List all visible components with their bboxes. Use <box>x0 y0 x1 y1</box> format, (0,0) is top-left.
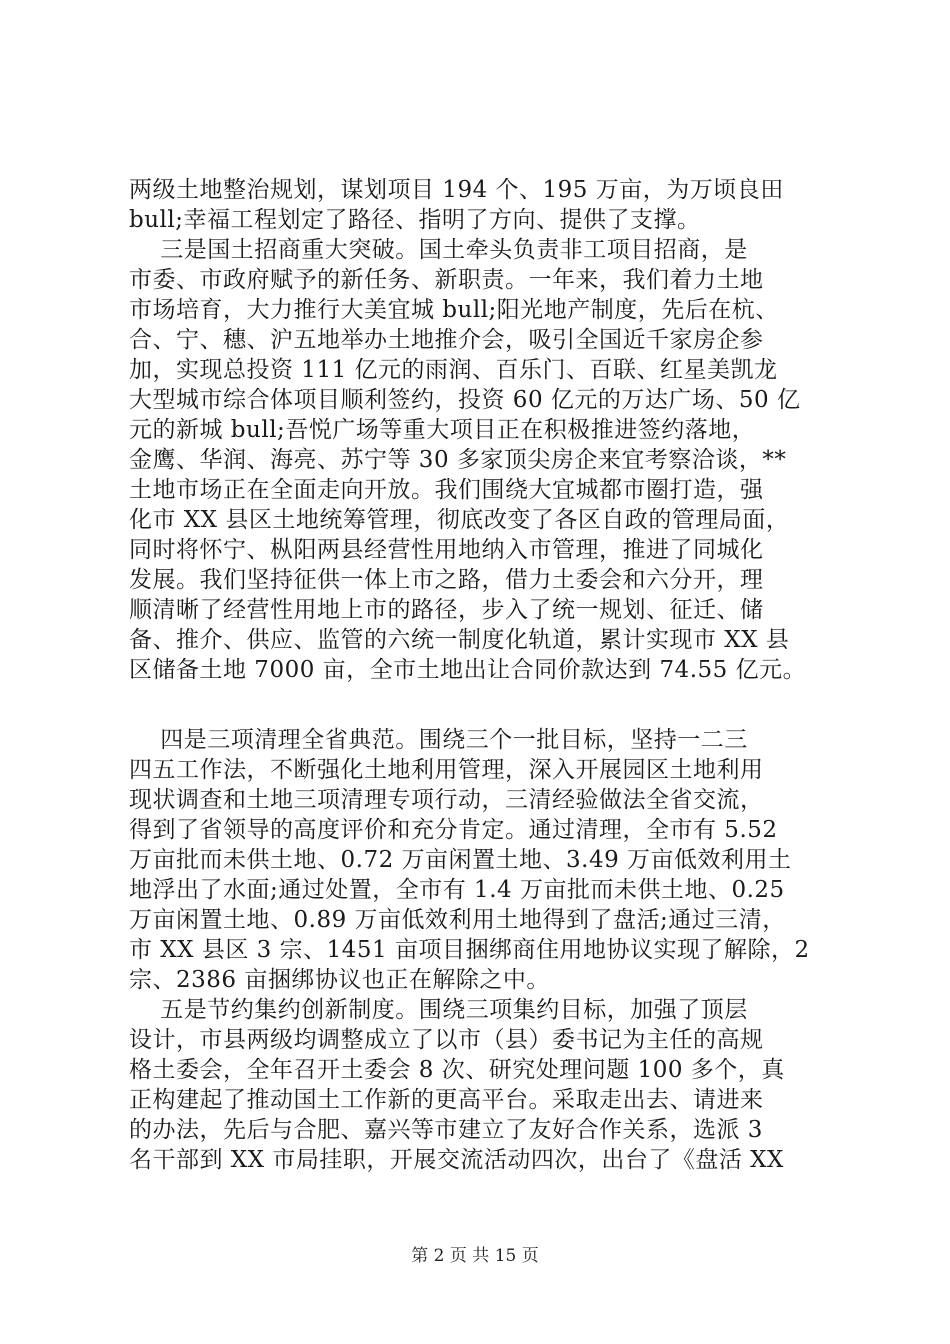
text-line: 得到了省领导的高度评价和充分肯定。通过清理，全市有 5.52 <box>129 817 778 843</box>
text-line: 设计，市县两级均调整成立了以市（县）委书记为主任的高规 <box>129 1027 764 1053</box>
text-line: 地浮出了水面;通过处置，全市有 1.4 万亩批而未供土地、0.25 <box>129 877 785 903</box>
text-line: 市委、市政府赋予的新任务、新职责。一年来，我们着力土地 <box>129 267 764 293</box>
text-line: 加，实现总投资 111 亿元的雨润、百乐门、百联、红星美凯龙 <box>129 357 778 383</box>
text-line: 名干部到 XX 市局挂职，开展交流活动四次，出台了《盘活 XX <box>129 1147 784 1173</box>
text-line: 元的新城 bull;吾悦广场等重大项目正在积极推进签约落地， <box>129 417 756 443</box>
text-line: 格土委会，全年召开土委会 8 次、研究处理问题 100 多个，真 <box>129 1057 785 1083</box>
text-line: 金鹰、华润、海亮、苏宁等 30 多家顶尖房企来宜考察洽谈，** <box>129 447 787 473</box>
page-number-footer: 第 2 页 共 15 页 <box>411 1246 539 1266</box>
text-line: 土地市场正在全面走向开放。我们围绕大宜城都市圈打造，强 <box>129 477 764 503</box>
text-line: 宗、2386 亩捆绑协议也正在解除之中。 <box>129 967 550 993</box>
text-line: 合、宁、穗、沪五地举办土地推介会，吸引全国近千家房企参 <box>129 327 764 353</box>
text-line: 三是国土招商重大突破。国土牵头负责非工项目招商，是 <box>129 237 748 263</box>
text-line: 正构建起了推动国土工作新的更高平台。采取走出去、请进来 <box>129 1087 764 1113</box>
text-line: 区储备土地 7000 亩，全市土地出让合同价款达到 74.55 亿元。 <box>129 657 807 683</box>
text-line: bull;幸福工程划定了路径、指明了方向、提供了支撑。 <box>129 207 701 233</box>
text-line: 五是节约集约创新制度。围绕三项集约目标，加强了顶层 <box>129 997 748 1023</box>
text-line: 发展。我们坚持征供一体上市之路，借力土委会和六分开，理 <box>129 567 764 593</box>
text-line: 大型城市综合体项目顺利签约，投资 60 亿元的万达广场、50 亿 <box>129 387 801 413</box>
text-line: 备、推介、供应、监管的六统一制度化轨道，累计实现市 XX 县 <box>129 627 790 653</box>
text-line: 化市 XX 县区土地统筹管理，彻底改变了各区自政的管理局面， <box>129 507 790 533</box>
text-line: 顺清晰了经营性用地上市的路径，步入了统一规划、征迁、储 <box>129 597 764 623</box>
text-line: 两级土地整治规划，谋划项目 194 个、195 万亩，为万顷良田 <box>129 177 784 203</box>
text-line: 市场培育，大力推行大美宜城 bull;阳光地产制度，先后在杭、 <box>129 297 779 323</box>
text-line: 万亩批而未供土地、0.72 万亩闲置土地、3.49 万亩低效利用土 <box>129 847 792 873</box>
text-line: 四是三项清理全省典范。围绕三个一批目标，坚持一二三 <box>129 727 748 753</box>
text-line: 万亩闲置土地、0.89 万亩低效利用土地得到了盘活;通过三清， <box>129 907 786 933</box>
text-line: 现状调查和土地三项清理专项行动，三清经验做法全省交流， <box>129 787 764 813</box>
text-line: 四五工作法，不断强化土地利用管理，深入开展园区土地利用 <box>129 757 764 783</box>
text-line: 的办法，先后与合肥、嘉兴等市建立了友好合作关系，选派 3 <box>129 1117 763 1143</box>
text-line: 市 XX 县区 3 宗、1451 亩项目捆绑商住用地协议实现了解除，2 <box>129 937 810 963</box>
text-line: 同时将怀宁、枞阳两县经营性用地纳入市管理，推进了同城化 <box>129 537 764 563</box>
